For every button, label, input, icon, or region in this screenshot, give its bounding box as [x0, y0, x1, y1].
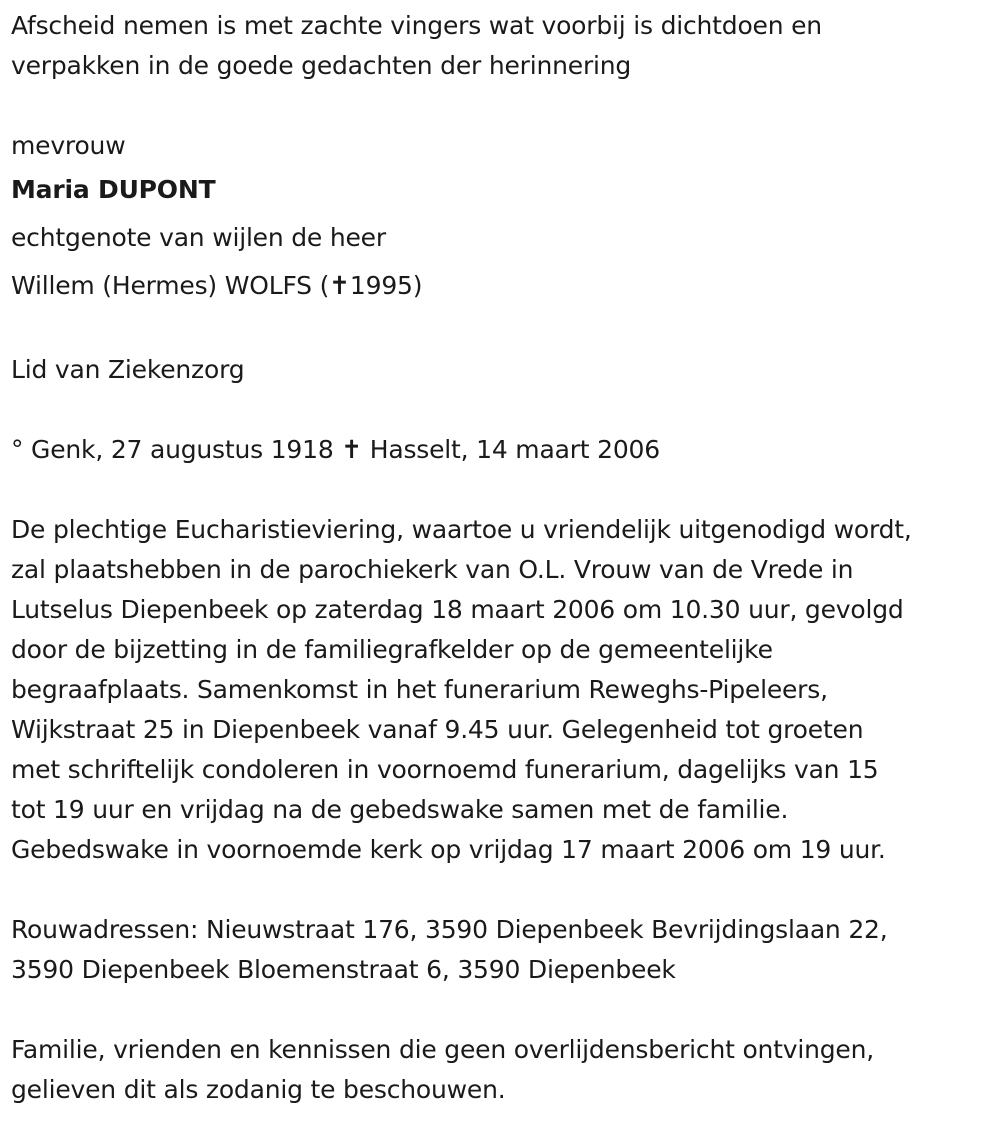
death-notice: [11, 6, 996, 1110]
ceremony-paragraph: [11, 510, 996, 870]
ceremony-line: door de bijzetting in de familiegrafkelder op de gemeentelijke: [11, 635, 773, 664]
addresses-line: 3590 Diepenbeek Bloemenstraat 6, 3590 Diepenbeek: [11, 955, 676, 984]
closing-paragraph: [11, 1030, 996, 1110]
person-relation: echtgenote van wijlen de heer: [11, 223, 386, 252]
quote-line: Afscheid nemen is met zachte vingers wat voorbij is dichtdoen en: [11, 11, 822, 40]
quote-paragraph: [11, 6, 996, 86]
ceremony-line: zal plaatshebben in de parochiekerk van O.L. Vrouw van de Vrede in: [11, 555, 854, 584]
spacer: [11, 990, 996, 1030]
ceremony-line: Wijkstraat 25 in Diepenbeek vanaf 9.45 uur. Gelegenheid tot groeten: [11, 715, 864, 744]
ceremony-line: tot 19 uur en vrijdag na de gebedswake samen met de familie.: [11, 795, 789, 824]
ceremony-line: begraafplaats. Samenkomst in het funerarium Reweghs-Pipeleers,: [11, 675, 828, 704]
ceremony-line: Lutselus Diepenbeek op zaterdag 18 maart 2006 om 10.30 uur, gevolgd: [11, 595, 904, 624]
ceremony-line: met schriftelijk condoleren in voornoemd funerarium, dagelijks van 15: [11, 755, 879, 784]
person-name: Maria DUPONT: [11, 175, 216, 204]
spacer: [11, 470, 996, 510]
quote-line: verpakken in de goede gedachten der herinnering: [11, 51, 632, 80]
spacer: [11, 310, 996, 350]
membership: Lid van Ziekenzorg: [11, 355, 245, 384]
closing-line: gelieven dit als zodanig te beschouwen.: [11, 1075, 506, 1104]
birth-death-dates: ° Genk, 27 augustus 1918 ✝ Hasselt, 14 maart 2006: [11, 435, 660, 464]
ceremony-line: De plechtige Eucharistieviering, waartoe u vriendelijk uitgenodigd wordt,: [11, 515, 912, 544]
spacer: [11, 870, 996, 910]
addresses-line: Rouwadressen: Nieuwstraat 176, 3590 Diepenbeek Bevrijdingslaan 22,: [11, 915, 888, 944]
ceremony-line: Gebedswake in voornoemde kerk op vrijdag 17 maart 2006 om 19 uur.: [11, 835, 886, 864]
person-spouse: Willem (Hermes) WOLFS (✝1995): [11, 271, 423, 300]
spacer: [11, 86, 996, 126]
closing-line: Familie, vrienden en kennissen die geen overlijdensbericht ontvingen,: [11, 1035, 875, 1064]
spacer: [11, 390, 996, 430]
person-block: [11, 126, 996, 310]
addresses-paragraph: [11, 910, 996, 990]
person-title: mevrouw: [11, 131, 126, 160]
